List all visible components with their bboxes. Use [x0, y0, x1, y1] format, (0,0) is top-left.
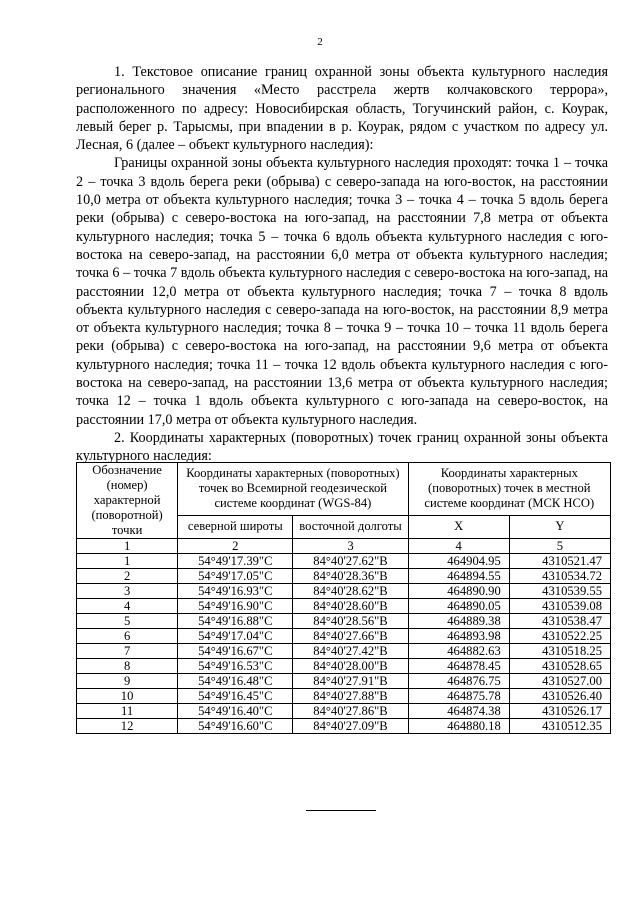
- column-number: 5: [509, 539, 610, 554]
- x-coordinate-cell: 464876.75: [408, 674, 509, 689]
- table-row: [77, 689, 611, 704]
- page-number: 2: [317, 36, 323, 48]
- x-coordinate-cell: 464875.78: [408, 689, 509, 704]
- x-coordinate-cell: 464893.98: [408, 629, 509, 644]
- column-number: 2: [178, 539, 293, 554]
- header-point: Обозначение (номер) характерной (поворотной) точки: [77, 463, 178, 539]
- table-column-numbers-row: [77, 539, 611, 554]
- point-number-cell: 12: [77, 719, 178, 734]
- longitude-cell: 84°40'27.62"В: [293, 554, 408, 569]
- table-row: [77, 704, 611, 719]
- table-row: [77, 674, 611, 689]
- table-header-row: [77, 463, 611, 516]
- paragraph-boundary-points: Границы охранной зоны объекта культурного наследия проходят: точка 1 – точка 2 – точка 3 вдоль берега реки (обрыва) с северо-запада на юго-восток, на расстоянии 10,0 метра от объекта культурного наследия; точка 3 – точка 4 – точка 5 вдоль берега реки (обрыва) с северо-востока на юго-запад, на расстоянии 7,8 метра от объекта культурного наследия; точка 5 – точка 6 вдоль объекта культурного наследия с юго-востока на северо-запад, на расстоянии 6,0 метра от объекта культурного наследия; точка 6 – точка 7 вдоль объекта культурного наследия с северо-востока на юго-запад, на расстоянии 12,0 метра от объекта культурного наследия; точка 7 – точка 8 вдоль объекта культурного наследия с северо-запада на юго-восток, на расстоянии 8,9 метра от объекта культурного наследия; точка 8 – точка 9 – точка 10 – точка 11 вдоль берега реки (обрыва) с северо-востока на юго-запад, на расстоянии 9,6 метра от объекта культурного наследия; точка 11 – точка 12 вдоль объекта культурного наследия с юго-востока на северо-запад, на расстоянии 13,6 метра от объекта культурного наследия; точка 12 – точка 1 вдоль объекта культурного с юго-запада на северо-восток, на расстоянии 17,0 метра от объекта культурного наследия.: [76, 155, 608, 428]
- y-coordinate-cell: 4310539.08: [509, 599, 610, 614]
- point-number-cell: 5: [77, 614, 178, 629]
- y-coordinate-cell: 4310518.25: [509, 644, 610, 659]
- paragraph-boundary-description: 1. Текстовое описание границ охранной зоны объекта культурного наследия регионального значения «Место расстрела жертв колчаковского террора», расположенного по адресу: Новосибирская область, Тогучинский район, с. Коурак, левый берег р. Тарысмы, при впадении в р. Коурак, рядом с участком по адресу ул. Лесная, 6 (далее – объект культурного наследия):: [76, 64, 608, 154]
- table-row: [77, 644, 611, 659]
- header-y: Y: [509, 515, 610, 538]
- x-coordinate-cell: 464880.18: [408, 719, 509, 734]
- longitude-cell: 84°40'28.62"В: [293, 584, 408, 599]
- paragraph-coordinates-intro: 2. Координаты характерных (поворотных) точек границ охранной зоны объекта культурного наследия:: [76, 429, 608, 465]
- latitude-cell: 54°49'16.48"С: [178, 674, 293, 689]
- table-row: [77, 599, 611, 614]
- longitude-cell: 84°40'28.60"В: [293, 599, 408, 614]
- longitude-cell: 84°40'28.36"В: [293, 569, 408, 584]
- latitude-cell: 54°49'16.60"С: [178, 719, 293, 734]
- latitude-cell: 54°49'17.04"С: [178, 629, 293, 644]
- document-body: [76, 63, 608, 466]
- x-coordinate-cell: 464890.05: [408, 599, 509, 614]
- point-number-cell: 7: [77, 644, 178, 659]
- x-coordinate-cell: 464878.45: [408, 659, 509, 674]
- table-row: [77, 614, 611, 629]
- table-row: [77, 584, 611, 599]
- coordinates-table: [76, 462, 611, 734]
- header-lon: восточной долготы: [293, 515, 408, 538]
- longitude-cell: 84°40'27.66"В: [293, 629, 408, 644]
- table-row: [77, 719, 611, 734]
- x-coordinate-cell: 464894.55: [408, 569, 509, 584]
- longitude-cell: 84°40'27.88"В: [293, 689, 408, 704]
- table-body: [77, 554, 611, 734]
- latitude-cell: 54°49'17.39"С: [178, 554, 293, 569]
- x-coordinate-cell: 464904.95: [408, 554, 509, 569]
- y-coordinate-cell: 4310539.55: [509, 584, 610, 599]
- point-number-cell: 3: [77, 584, 178, 599]
- latitude-cell: 54°49'17.05"С: [178, 569, 293, 584]
- latitude-cell: 54°49'16.90"С: [178, 599, 293, 614]
- x-coordinate-cell: 464890.90: [408, 584, 509, 599]
- point-number-cell: 9: [77, 674, 178, 689]
- y-coordinate-cell: 4310521.47: [509, 554, 610, 569]
- x-coordinate-cell: 464889.38: [408, 614, 509, 629]
- column-number: 1: [77, 539, 178, 554]
- point-number-cell: 4: [77, 599, 178, 614]
- longitude-cell: 84°40'28.56"В: [293, 614, 408, 629]
- longitude-cell: 84°40'27.42"В: [293, 644, 408, 659]
- point-number-cell: 8: [77, 659, 178, 674]
- table-row: [77, 629, 611, 644]
- table-row: [77, 659, 611, 674]
- y-coordinate-cell: 4310534.72: [509, 569, 610, 584]
- latitude-cell: 54°49'16.88"С: [178, 614, 293, 629]
- point-number-cell: 10: [77, 689, 178, 704]
- latitude-cell: 54°49'16.67"С: [178, 644, 293, 659]
- longitude-cell: 84°40'27.09"В: [293, 719, 408, 734]
- end-divider: [306, 810, 376, 811]
- header-x: X: [408, 515, 509, 538]
- y-coordinate-cell: 4310538.47: [509, 614, 610, 629]
- header-local: Координаты характерных (поворотных) точек в местной системе координат (МСК НСО): [408, 463, 610, 516]
- header-lat: северной широты: [178, 515, 293, 538]
- point-number-cell: 1: [77, 554, 178, 569]
- y-coordinate-cell: 4310527.00: [509, 674, 610, 689]
- table-row: [77, 554, 611, 569]
- y-coordinate-cell: 4310528.65: [509, 659, 610, 674]
- y-coordinate-cell: 4310526.40: [509, 689, 610, 704]
- header-wgs: Координаты характерных (поворотных) точек во Всемирной геодезической системе координат (WGS-84): [178, 463, 408, 516]
- point-number-cell: 11: [77, 704, 178, 719]
- y-coordinate-cell: 4310512.35: [509, 719, 610, 734]
- longitude-cell: 84°40'28.00"В: [293, 659, 408, 674]
- point-number-cell: 6: [77, 629, 178, 644]
- x-coordinate-cell: 464882.63: [408, 644, 509, 659]
- y-coordinate-cell: 4310522.25: [509, 629, 610, 644]
- column-number: 3: [293, 539, 408, 554]
- latitude-cell: 54°49'16.93"С: [178, 584, 293, 599]
- longitude-cell: 84°40'27.86"В: [293, 704, 408, 719]
- table-row: [77, 569, 611, 584]
- latitude-cell: 54°49'16.40"С: [178, 704, 293, 719]
- y-coordinate-cell: 4310526.17: [509, 704, 610, 719]
- x-coordinate-cell: 464874.38: [408, 704, 509, 719]
- column-number: 4: [408, 539, 509, 554]
- latitude-cell: 54°49'16.45"С: [178, 689, 293, 704]
- latitude-cell: 54°49'16.53"С: [178, 659, 293, 674]
- point-number-cell: 2: [77, 569, 178, 584]
- longitude-cell: 84°40'27.91"В: [293, 674, 408, 689]
